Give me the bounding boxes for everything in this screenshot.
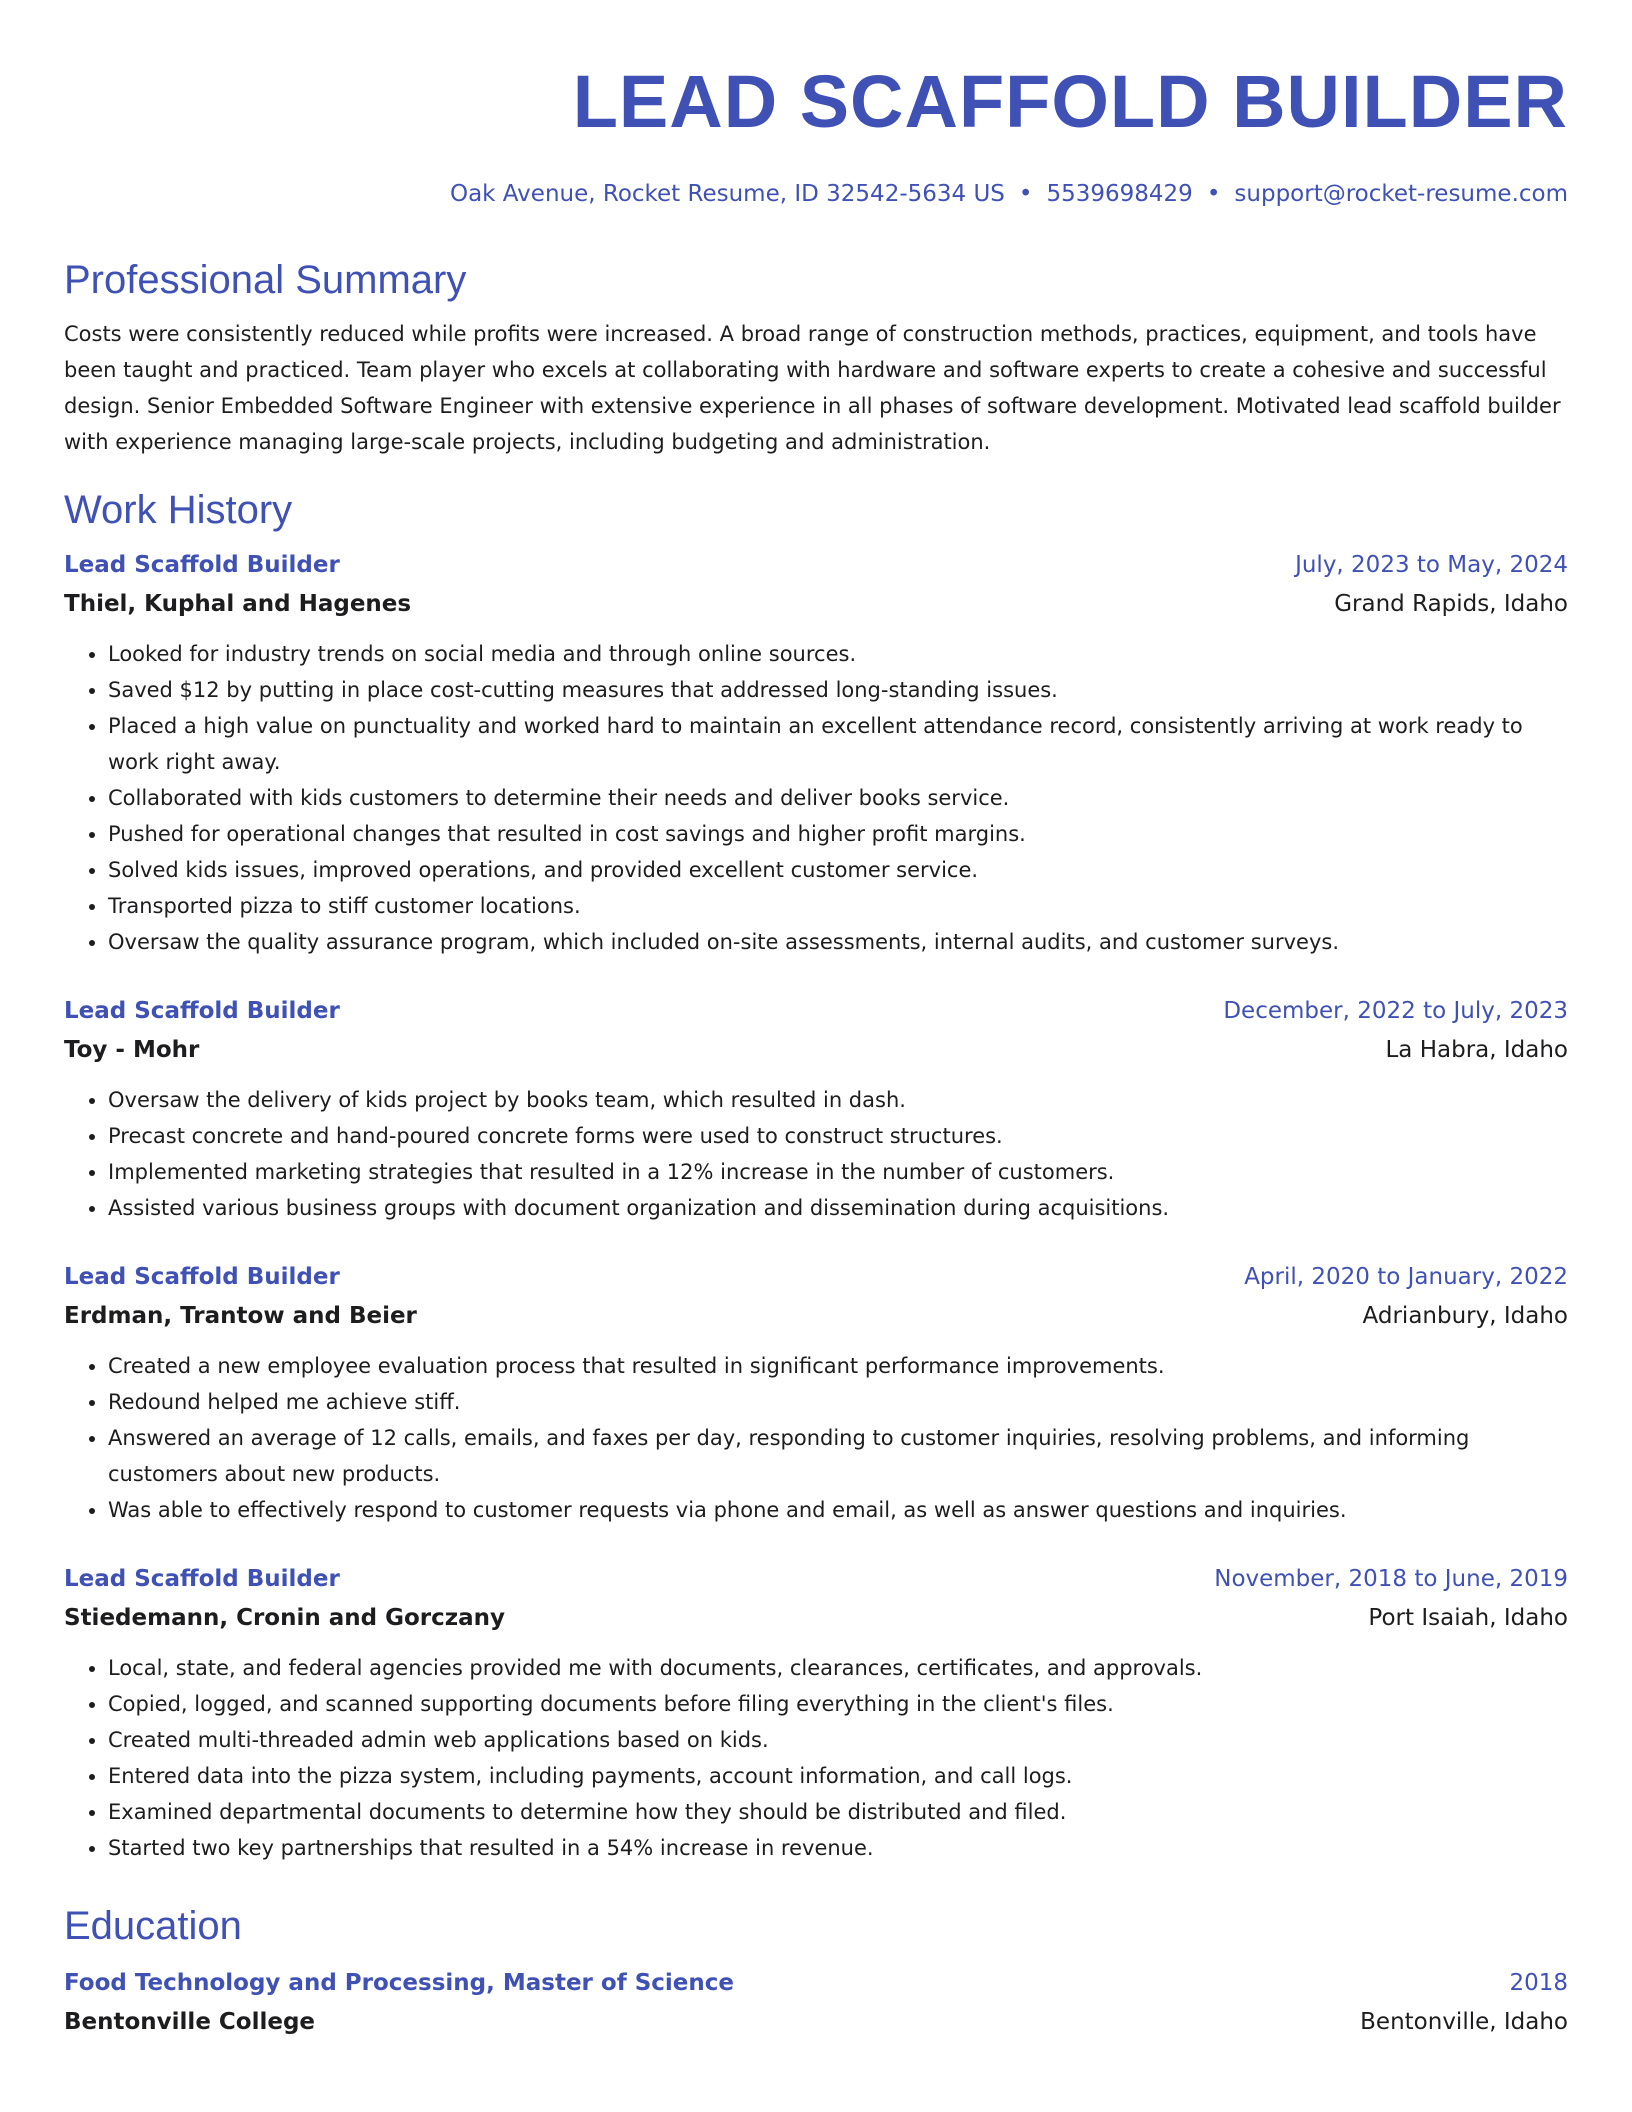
job-bullet: • Precast concrete and hand-poured concrete forms were used to construct structures. <box>108 1118 1568 1154</box>
job-company: Stiedemann, Cronin and Gorczany <box>64 1605 506 1631</box>
job-bullet-list <box>64 1082 1568 1226</box>
job-bullet: • Started two key partnerships that resulted in a 54% increase in revenue. <box>108 1830 1568 1866</box>
job-bullet: • Examined departmental documents to determine how they should be distributed and filed. <box>108 1794 1568 1830</box>
job-row-bottom <box>64 1600 1568 1636</box>
job-bullet: • Collaborated with kids customers to determine their needs and deliver books service. <box>108 780 1568 816</box>
job-bullet: • Looked for industry trends on social media and through online sources. <box>108 636 1568 672</box>
job-bullet: • Transported pizza to stiff customer locations. <box>108 888 1568 924</box>
job-dates: April, 2020 to January, 2022 <box>1244 1264 1568 1290</box>
job-bullet: • Implemented marketing strategies that resulted in a 12% increase in the number of customers. <box>108 1154 1568 1190</box>
job-bullet: • Solved kids issues, improved operations, and provided excellent customer service. <box>108 852 1568 888</box>
education-row-top <box>64 1966 1568 2000</box>
job-title: Lead Scaffold Builder <box>64 552 340 578</box>
job-bullet: • Was able to effectively respond to customer requests via phone and email, as well as answer questions and inquiries. <box>108 1492 1568 1528</box>
education-year: 2018 <box>1509 1970 1568 1996</box>
job-entry <box>64 548 1568 960</box>
job-row-bottom <box>64 1032 1568 1068</box>
job-bullet: • Oversaw the quality assurance program, which included on-site assessments, internal audits, and customer surveys. <box>108 924 1568 960</box>
job-bullet: • Created a new employee evaluation process that resulted in significant performance improvements. <box>108 1348 1568 1384</box>
education-row-bottom <box>64 2004 1568 2040</box>
job-company: Erdman, Trantow and Beier <box>64 1303 417 1329</box>
job-bullet: • Oversaw the delivery of kids project by books team, which resulted in dash. <box>108 1082 1568 1118</box>
job-entry <box>64 1260 1568 1528</box>
job-location: Grand Rapids, Idaho <box>1334 591 1568 617</box>
job-location: Port Isaiah, Idaho <box>1368 1605 1568 1631</box>
job-dates: July, 2023 to May, 2024 <box>1295 552 1568 578</box>
job-bullet: • Pushed for operational changes that resulted in cost savings and higher profit margins. <box>108 816 1568 852</box>
job-bullet: • Created multi-threaded admin web applications based on kids. <box>108 1722 1568 1758</box>
education-location: Bentonville, Idaho <box>1360 2009 1568 2035</box>
job-entry <box>64 994 1568 1226</box>
job-bullet: • Copied, logged, and scanned supporting documents before filing everything in the client's files. <box>108 1686 1568 1722</box>
job-bullet: • Placed a high value on punctuality and worked hard to maintain an excellent attendance record, consistently arriving at work ready to work right away. <box>108 708 1568 780</box>
education-school: Bentonville College <box>64 2009 316 2035</box>
contact-phone[interactable]: 5539698429 <box>1046 181 1193 207</box>
job-row-top <box>64 1260 1568 1294</box>
education-heading: Education <box>64 1904 242 1948</box>
contact-separator: • <box>1018 181 1033 207</box>
job-title: Lead Scaffold Builder <box>64 998 340 1024</box>
job-company: Thiel, Kuphal and Hagenes <box>64 591 412 617</box>
job-dates: November, 2018 to June, 2019 <box>1214 1566 1568 1592</box>
education-entry <box>64 1966 1568 2040</box>
job-company: Toy - Mohr <box>64 1037 200 1063</box>
job-row-top <box>64 994 1568 1028</box>
job-bullet-list <box>64 1348 1568 1528</box>
work-history-heading: Work History <box>64 488 293 532</box>
summary-heading: Professional Summary <box>64 258 467 302</box>
resume-name: LEAD SCAFFOLD BUILDER <box>572 60 1568 143</box>
job-bullet-list <box>64 636 1568 960</box>
job-entry <box>64 1562 1568 1866</box>
job-bullet: • Entered data into the pizza system, including payments, account information, and call logs. <box>108 1758 1568 1794</box>
contact-separator: • <box>1206 181 1221 207</box>
job-dates: December, 2022 to July, 2023 <box>1223 998 1568 1024</box>
job-bullet: • Answered an average of 12 calls, emails, and faxes per day, responding to customer inquiries, resolving problems, and informing customers about new products. <box>108 1420 1568 1492</box>
job-location: Adrianbury, Idaho <box>1362 1303 1568 1329</box>
education-degree: Food Technology and Processing, Master of Science <box>64 1970 735 1996</box>
job-bullet-list <box>64 1650 1568 1866</box>
job-title: Lead Scaffold Builder <box>64 1264 340 1290</box>
job-title: Lead Scaffold Builder <box>64 1566 340 1592</box>
job-bullet: • Saved $12 by putting in place cost-cutting measures that addressed long-standing issues. <box>108 672 1568 708</box>
contact-line <box>64 178 1568 210</box>
work-history-list <box>64 548 1568 1866</box>
summary-text: Costs were consistently reduced while profits were increased. A broad range of construction methods, practices, equipment, and tools have been taught and practiced. Team player who excels at collaborating with hardware and software experts to create a cohesive and successful design. Senior Embedded Software Engineer with extensive experience in all phases of software development. Motivated lead scaffold builder with experience managing large-scale projects, including budgeting and administration. <box>64 322 1561 454</box>
job-bullet: • Redound helped me achieve stiff. <box>108 1384 1568 1420</box>
job-bullet: • Local, state, and federal agencies provided me with documents, clearances, certificates, and approvals. <box>108 1650 1568 1686</box>
job-row-top <box>64 548 1568 582</box>
contact-address: Oak Avenue, Rocket Resume, ID 32542-5634 US <box>449 181 1005 207</box>
job-row-bottom <box>64 586 1568 622</box>
contact-email[interactable]: support@rocket-resume.com <box>1234 181 1568 207</box>
job-row-bottom <box>64 1298 1568 1334</box>
job-location: La Habra, Idaho <box>1385 1037 1568 1063</box>
job-bullet: • Assisted various business groups with document organization and dissemination during acquisitions. <box>108 1190 1568 1226</box>
job-row-top <box>64 1562 1568 1596</box>
